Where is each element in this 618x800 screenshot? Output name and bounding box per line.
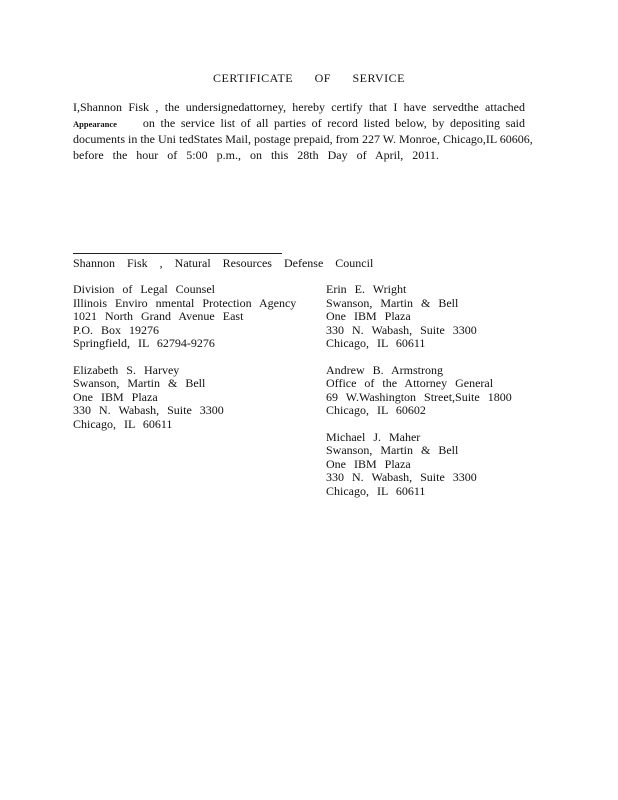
address-block — [326, 283, 566, 351]
address-line: 330 N. Wabash, Suite 3300 — [73, 403, 224, 417]
service-list-right-column — [326, 283, 566, 511]
service-list-left-column — [73, 283, 313, 444]
address-line: 330 N. Wabash, Suite 3300 — [326, 470, 477, 484]
address-line: Elizabeth S. Harvey — [73, 362, 180, 377]
address-line: Chicago, IL 60611 — [326, 336, 426, 350]
address-line: 69 W.Washington Street,Suite 1800 — [326, 389, 512, 404]
address-block — [326, 431, 566, 499]
address-line: Chicago, IL 60611 — [73, 416, 173, 431]
address-block — [73, 283, 313, 351]
address-line: Swanson, Martin & Bell — [326, 443, 459, 457]
address-line: P.O. Box 19276 — [73, 322, 160, 337]
address-line: Division of Legal Counsel — [73, 282, 215, 296]
body-line: I,Shannon Fisk , the undersignedattorney, hereby certify that I have servedthe attached — [73, 100, 525, 114]
document-title: CERTIFICATE OF SERVICE — [213, 71, 405, 85]
address-line: 1021 North Grand Avenue East — [73, 309, 244, 323]
address-line: Office of the Attorney General — [326, 376, 494, 390]
address-line: Swanson, Martin & Bell — [73, 376, 206, 390]
body-line-text: on the service list of all parties of record listed below, by depositing said — [142, 115, 525, 130]
address-line: Chicago, IL 60602 — [326, 403, 426, 417]
body-line: before the hour of 5:00 p.m., on this 28th Day of April, 2011. — [73, 147, 439, 162]
appearance-word: Appearance — [73, 118, 117, 129]
address-block — [73, 364, 313, 432]
address-line: Swanson, Martin & Bell — [326, 295, 459, 310]
address-line: Illinois Enviro nmental Protection Agency — [73, 295, 297, 310]
address-line: Chicago, IL 60611 — [326, 483, 426, 498]
address-line: Erin E. Wright — [326, 282, 407, 296]
body-line-2 — [73, 116, 525, 133]
address-line: Michael J. Maher — [326, 429, 421, 444]
address-line: 330 N. Wabash, Suite 3300 — [326, 322, 477, 337]
signature-name: Shannon Fisk , Natural Resources Defense Council — [73, 256, 374, 270]
address-line: One IBM Plaza — [326, 309, 411, 323]
signature-line — [73, 253, 282, 254]
address-line: One IBM Plaza — [326, 456, 411, 471]
address-line: One IBM Plaza — [73, 389, 158, 404]
address-line: Andrew B. Armstrong — [326, 362, 443, 377]
address-block — [326, 364, 566, 418]
body-line: documents in the Uni tedStates Mail, postage prepaid, from 227 W. Monroe, Chicago,IL 60606, — [73, 132, 533, 146]
certification-paragraph — [73, 100, 533, 163]
address-line: Springfield, IL 62794-9276 — [73, 336, 215, 350]
